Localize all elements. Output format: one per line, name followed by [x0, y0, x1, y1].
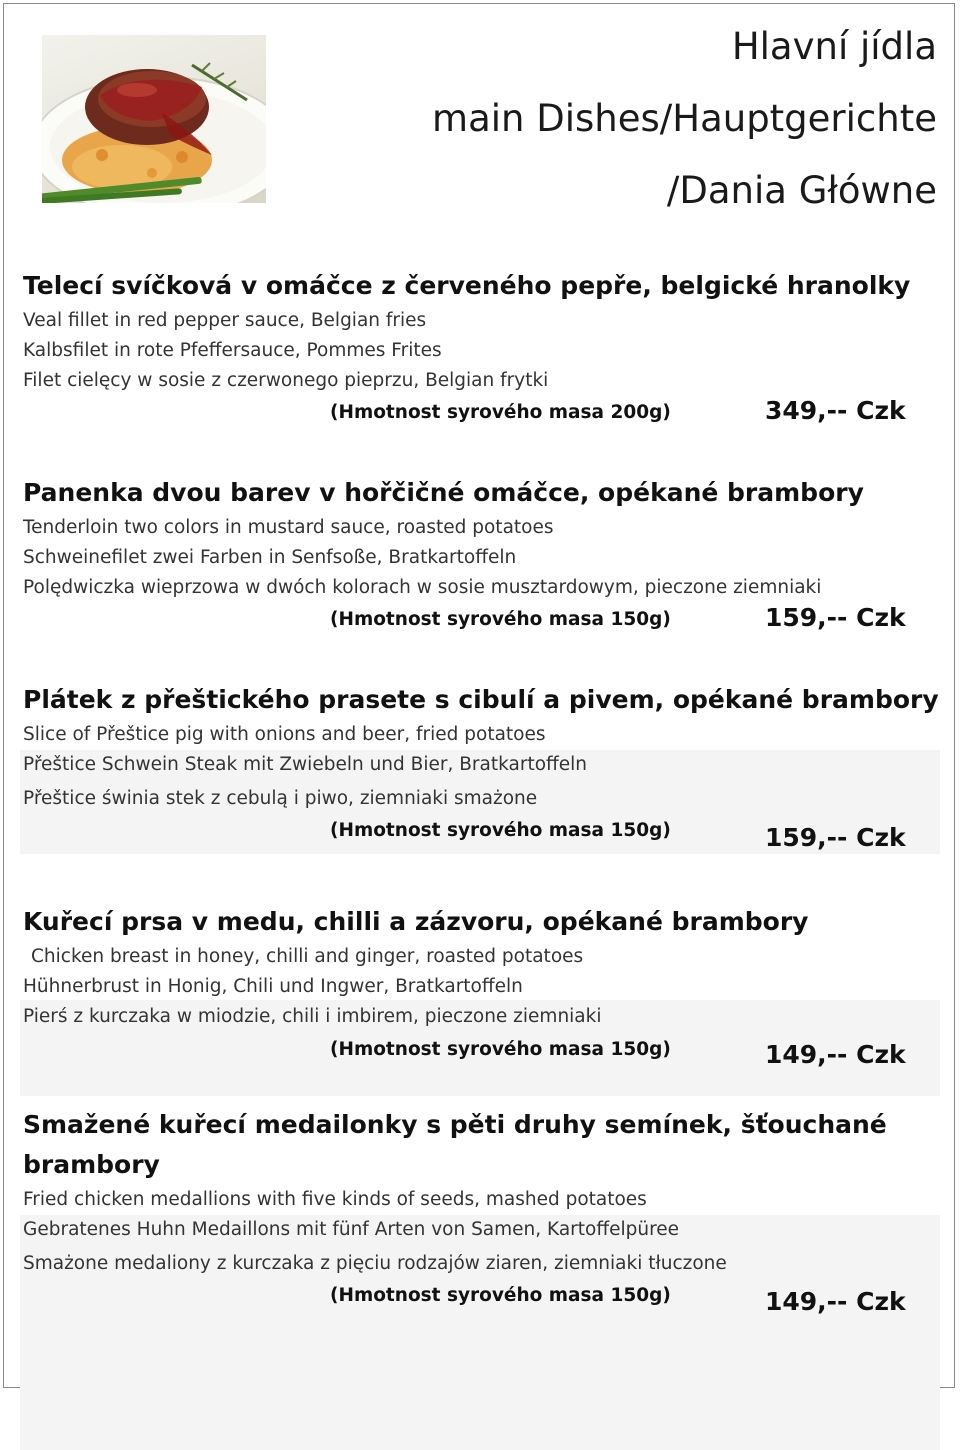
dish-name: Kuřecí prsa v medu, chilli a zázvoru, opékané brambory: [23, 907, 809, 936]
menu-item: [20, 266, 940, 425]
dish-weight: (Hmotnost syrového masa 150g): [330, 1039, 671, 1060]
menu-item: [20, 1105, 940, 1316]
dish-description-de: Přeštice Schwein Steak mit Zwiebeln und Bier, Bratkartoffeln: [23, 754, 588, 775]
dish-price: 149,-- Czk: [765, 1040, 906, 1069]
dish-description-en: Chicken breast in honey, chilli and ginger, roasted potatoes: [31, 946, 584, 967]
dish-name: Plátek z přeštického prasete s cibulí a pivem, opékané brambory: [23, 685, 939, 714]
dish-description-en: Veal fillet in red pepper sauce, Belgian fries: [23, 310, 427, 331]
dish-weight: (Hmotnost syrového masa 200g): [330, 402, 671, 423]
dish-description-pl: Přeštice świnia stek z cebulą i piwo, ziemniaki smażone: [23, 788, 538, 809]
dish-description-pl: Smażone medaliony z kurczaka z pięciu rodzajów ziaren, ziemniaki tłuczone: [23, 1253, 727, 1274]
dish-name: Panenka dvou barev v hořčičné omáčce, opékané brambory: [23, 478, 864, 507]
dish-description-en: Tenderloin two colors in mustard sauce, roasted potatoes: [23, 517, 554, 538]
dish-name: Smažené kuřecí medailonky s pěti druhy semínek, šťouchané brambory: [23, 1110, 887, 1179]
dish-description-de: Gebratenes Huhn Medaillons mit fünf Arten von Samen, Kartoffelpüree: [23, 1219, 680, 1240]
dish-description-en: Slice of Přeštice pig with onions and beer, fried potatoes: [23, 724, 546, 745]
menu-item: [20, 473, 940, 632]
dish-price: 149,-- Czk: [765, 1287, 906, 1316]
dish-weight: (Hmotnost syrového masa 150g): [330, 609, 671, 630]
dish-description-pl: Polędwiczka wieprzowa w dwóch kolorach w sosie musztardowym, pieczone ziemniaki: [23, 577, 822, 598]
dish-weight: (Hmotnost syrového masa 150g): [330, 1285, 671, 1306]
dish-price: 159,-- Czk: [765, 823, 906, 852]
dish-weight: (Hmotnost syrového masa 150g): [330, 820, 671, 841]
dish-description-de: Kalbsfilet in rote Pfeffersauce, Pommes Frites: [23, 340, 442, 361]
dish-price: 349,-- Czk: [765, 396, 906, 425]
dish-description-pl: Filet cielęcy w sosie z czerwonego pieprzu, Belgian frytki: [23, 370, 549, 391]
page-title-cz: Hlavní jídla: [731, 25, 937, 68]
dish-description-de: Schweinefilet zwei Farben in Senfsoße, Bratkartoffeln: [23, 547, 517, 568]
menu-item: [20, 902, 940, 1069]
menu-item: [20, 680, 940, 852]
dish-photo: [42, 35, 266, 203]
dish-name: Telecí svíčková v omáčce z červeného pepře, belgické hranolky: [23, 271, 911, 300]
dish-photo-illustration: [42, 35, 266, 203]
page-title-pl: /Dania Główne: [666, 169, 937, 212]
dish-description-de: Hühnerbrust in Honig, Chili und Ingwer, Bratkartoffeln: [23, 976, 523, 997]
dish-price: 159,-- Czk: [765, 603, 906, 632]
dish-description-en: Fried chicken medallions with five kinds of seeds, mashed potatoes: [23, 1189, 647, 1210]
page-title-en-de: main Dishes/Hauptgerichte: [432, 97, 937, 140]
dish-description-pl: Pierś z kurczaka w miodzie, chili i imbirem, pieczone ziemniaki: [23, 1006, 602, 1027]
